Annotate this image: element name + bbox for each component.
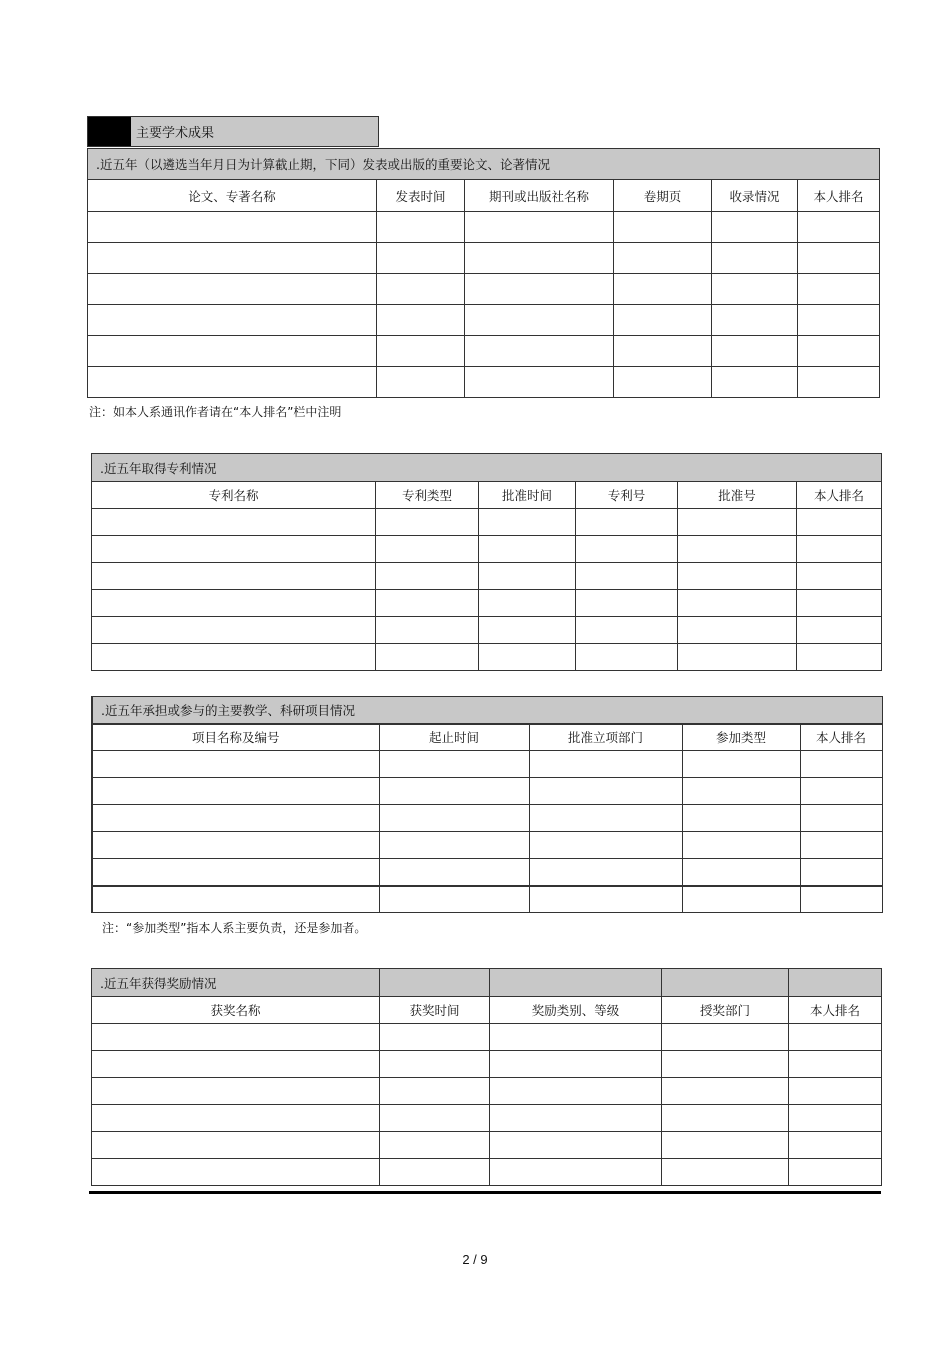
table-cell[interactable] xyxy=(92,590,376,617)
page-number: 2 / 9 xyxy=(462,1252,488,1267)
table-cell[interactable] xyxy=(490,1078,662,1105)
table-cell[interactable] xyxy=(92,1159,380,1186)
table-cell[interactable] xyxy=(88,212,377,243)
patents-header: 本人排名 xyxy=(797,482,882,509)
section-title: 主要学术成果 xyxy=(136,126,215,141)
table-cell[interactable] xyxy=(377,274,465,305)
papers-header-row xyxy=(88,180,880,212)
table-cell[interactable] xyxy=(678,536,797,563)
patents-header: 批准号 xyxy=(678,482,797,509)
table-cell[interactable] xyxy=(797,509,882,536)
table-row xyxy=(92,859,882,886)
table-cell[interactable] xyxy=(712,212,798,243)
table-row xyxy=(88,274,880,305)
table-cell[interactable] xyxy=(712,305,798,336)
table-row xyxy=(92,1159,882,1186)
table-cell[interactable] xyxy=(377,212,465,243)
table-cell[interactable] xyxy=(682,778,800,805)
table-cell[interactable] xyxy=(379,886,529,913)
table-cell[interactable] xyxy=(376,617,479,644)
table-cell[interactable] xyxy=(92,778,379,805)
awards-title: .近五年获得奖励情况 xyxy=(92,969,380,997)
table-cell[interactable] xyxy=(614,274,712,305)
table-cell[interactable] xyxy=(92,805,379,832)
patents-header: 批准时间 xyxy=(479,482,576,509)
patents-header: 专利名称 xyxy=(92,482,376,509)
table-cell[interactable] xyxy=(88,367,377,398)
table-cell[interactable] xyxy=(576,590,678,617)
table-cell[interactable] xyxy=(92,563,376,590)
table-cell[interactable] xyxy=(379,832,529,859)
table-cell[interactable] xyxy=(380,1132,490,1159)
table-cell[interactable] xyxy=(379,859,529,886)
table-cell[interactable] xyxy=(662,1051,789,1078)
section-header xyxy=(87,116,379,147)
table-cell[interactable] xyxy=(376,509,479,536)
table-cell[interactable] xyxy=(529,886,682,913)
table-cell[interactable] xyxy=(614,243,712,274)
table-cell[interactable] xyxy=(798,367,880,398)
table-row xyxy=(88,243,880,274)
table-cell[interactable] xyxy=(800,778,882,805)
projects-note: 注：“参加类型”指本人系主要负责，还是参加者。 xyxy=(102,921,367,935)
table-cell[interactable] xyxy=(92,886,379,913)
table-row xyxy=(92,832,882,859)
table-cell[interactable] xyxy=(614,367,712,398)
papers-title: .近五年（以遴选当年月日为计算截止期，下同）发表或出版的重要论文、论著情况 xyxy=(88,149,880,180)
table-cell[interactable] xyxy=(798,274,880,305)
projects-header: 本人排名 xyxy=(800,724,882,751)
table-cell[interactable] xyxy=(490,1132,662,1159)
table-cell[interactable] xyxy=(798,243,880,274)
table-cell[interactable] xyxy=(800,805,882,832)
table-row xyxy=(92,1078,882,1105)
table-row xyxy=(92,805,882,832)
table-cell[interactable] xyxy=(576,536,678,563)
table-cell[interactable] xyxy=(797,644,882,671)
table-cell[interactable] xyxy=(789,1132,882,1159)
projects-table xyxy=(91,696,883,913)
table-cell[interactable] xyxy=(576,644,678,671)
table-cell[interactable] xyxy=(479,509,576,536)
papers-header: 卷期页 xyxy=(614,180,712,212)
table-cell[interactable] xyxy=(789,1159,882,1186)
projects-header: 批准立项部门 xyxy=(529,724,682,751)
table-row xyxy=(92,751,882,778)
table-cell[interactable] xyxy=(614,305,712,336)
table-cell[interactable] xyxy=(376,644,479,671)
papers-header: 论文、专著名称 xyxy=(88,180,377,212)
table-cell[interactable] xyxy=(380,1024,490,1051)
table-cell[interactable] xyxy=(380,1159,490,1186)
projects-header: 参加类型 xyxy=(682,724,800,751)
awards-body xyxy=(92,1024,882,1186)
papers-note: 注：如本人系通讯作者请在“本人排名”栏中注明 xyxy=(89,405,342,419)
table-cell[interactable] xyxy=(576,617,678,644)
table-cell[interactable] xyxy=(682,859,800,886)
table-cell[interactable] xyxy=(92,1105,380,1132)
table-row xyxy=(92,1051,882,1078)
table-cell[interactable] xyxy=(490,1051,662,1078)
papers-header: 本人排名 xyxy=(798,180,880,212)
table-cell[interactable] xyxy=(682,832,800,859)
table-row xyxy=(92,1105,882,1132)
table-cell[interactable] xyxy=(798,336,880,367)
table-row xyxy=(92,617,882,644)
awards-header: 获奖时间 xyxy=(380,997,490,1024)
table-cell[interactable] xyxy=(92,644,376,671)
table-cell[interactable] xyxy=(797,617,882,644)
table-cell[interactable] xyxy=(614,212,712,243)
table-cell[interactable] xyxy=(379,778,529,805)
table-cell[interactable] xyxy=(529,778,682,805)
papers-table xyxy=(87,148,880,398)
table-cell[interactable] xyxy=(88,274,377,305)
table-cell[interactable] xyxy=(662,1159,789,1186)
bottom-rule xyxy=(89,1191,881,1194)
table-cell[interactable] xyxy=(92,536,376,563)
patents-body xyxy=(92,509,882,671)
table-cell[interactable] xyxy=(789,1078,882,1105)
awards-title-cell xyxy=(490,969,662,997)
table-row xyxy=(92,590,882,617)
table-cell[interactable] xyxy=(662,1105,789,1132)
table-cell[interactable] xyxy=(479,644,576,671)
table-cell[interactable] xyxy=(678,617,797,644)
papers-header: 发表时间 xyxy=(377,180,465,212)
awards-title-cell xyxy=(789,969,882,997)
table-cell[interactable] xyxy=(678,644,797,671)
table-cell[interactable] xyxy=(789,1024,882,1051)
table-cell[interactable] xyxy=(798,305,880,336)
table-cell[interactable] xyxy=(798,212,880,243)
table-cell[interactable] xyxy=(800,751,882,778)
awards-table xyxy=(91,968,882,1186)
table-cell[interactable] xyxy=(379,805,529,832)
table-cell[interactable] xyxy=(376,590,479,617)
projects-body xyxy=(92,751,882,913)
patents-header: 专利类型 xyxy=(376,482,479,509)
papers-header: 期刊或出版社名称 xyxy=(465,180,614,212)
patents-header: 专利号 xyxy=(576,482,678,509)
table-cell[interactable] xyxy=(92,832,379,859)
table-cell[interactable] xyxy=(789,1051,882,1078)
table-cell[interactable] xyxy=(797,563,882,590)
table-cell[interactable] xyxy=(92,617,376,644)
table-cell[interactable] xyxy=(576,563,678,590)
projects-header-row xyxy=(92,724,882,751)
patents-title: .近五年取得专利情况 xyxy=(92,454,882,482)
awards-header-row xyxy=(92,997,882,1024)
table-row xyxy=(92,1132,882,1159)
table-cell[interactable] xyxy=(490,1024,662,1051)
table-row xyxy=(92,778,882,805)
table-cell[interactable] xyxy=(380,1051,490,1078)
table-row xyxy=(92,644,882,671)
table-cell[interactable] xyxy=(614,336,712,367)
table-cell[interactable] xyxy=(479,536,576,563)
table-cell[interactable] xyxy=(682,805,800,832)
awards-header: 授奖部门 xyxy=(662,997,789,1024)
awards-header: 获奖名称 xyxy=(92,997,380,1024)
awards-header: 本人排名 xyxy=(789,997,882,1024)
table-cell[interactable] xyxy=(576,509,678,536)
table-cell[interactable] xyxy=(465,367,614,398)
table-row xyxy=(92,886,882,913)
table-cell[interactable] xyxy=(379,751,529,778)
table-cell[interactable] xyxy=(376,563,479,590)
awards-title-cell xyxy=(380,969,490,997)
table-cell[interactable] xyxy=(92,1078,380,1105)
table-row xyxy=(92,536,882,563)
table-row xyxy=(92,563,882,590)
table-cell[interactable] xyxy=(377,305,465,336)
table-cell[interactable] xyxy=(789,1105,882,1132)
table-cell[interactable] xyxy=(377,243,465,274)
projects-header: 起止时间 xyxy=(379,724,529,751)
table-cell[interactable] xyxy=(380,1078,490,1105)
patents-header-row xyxy=(92,482,882,509)
table-row xyxy=(92,509,882,536)
table-cell[interactable] xyxy=(712,274,798,305)
table-cell[interactable] xyxy=(529,805,682,832)
table-cell[interactable] xyxy=(88,305,377,336)
table-cell[interactable] xyxy=(465,212,614,243)
table-row xyxy=(88,367,880,398)
table-cell[interactable] xyxy=(529,832,682,859)
table-cell[interactable] xyxy=(92,1051,380,1078)
table-cell[interactable] xyxy=(465,243,614,274)
table-cell[interactable] xyxy=(797,536,882,563)
table-cell[interactable] xyxy=(678,590,797,617)
table-cell[interactable] xyxy=(490,1105,662,1132)
table-cell[interactable] xyxy=(88,336,377,367)
awards-header: 奖励类别、等级 xyxy=(490,997,662,1024)
table-cell[interactable] xyxy=(92,751,379,778)
table-cell[interactable] xyxy=(712,367,798,398)
patents-table xyxy=(91,453,882,671)
table-row xyxy=(88,305,880,336)
table-cell[interactable] xyxy=(380,1105,490,1132)
table-cell[interactable] xyxy=(92,859,379,886)
table-cell[interactable] xyxy=(712,243,798,274)
table-cell[interactable] xyxy=(682,886,800,913)
table-cell[interactable] xyxy=(377,367,465,398)
table-cell[interactable] xyxy=(678,509,797,536)
table-cell[interactable] xyxy=(800,832,882,859)
table-cell[interactable] xyxy=(377,336,465,367)
table-cell[interactable] xyxy=(479,590,576,617)
table-cell[interactable] xyxy=(465,274,614,305)
table-cell[interactable] xyxy=(800,859,882,886)
table-cell[interactable] xyxy=(479,563,576,590)
table-cell[interactable] xyxy=(662,1132,789,1159)
table-cell[interactable] xyxy=(92,1132,380,1159)
table-cell[interactable] xyxy=(490,1159,662,1186)
table-row xyxy=(88,212,880,243)
table-cell[interactable] xyxy=(88,243,377,274)
papers-header: 收录情况 xyxy=(712,180,798,212)
projects-header: 项目名称及编号 xyxy=(92,724,379,751)
table-cell[interactable] xyxy=(678,563,797,590)
table-row xyxy=(88,336,880,367)
papers-body xyxy=(88,212,880,398)
table-cell[interactable] xyxy=(479,617,576,644)
table-cell[interactable] xyxy=(662,1024,789,1051)
table-cell[interactable] xyxy=(662,1078,789,1105)
table-cell[interactable] xyxy=(800,886,882,913)
projects-title: .近五年承担或参与的主要教学、科研项目情况 xyxy=(92,697,882,724)
table-row xyxy=(92,1024,882,1051)
table-cell[interactable] xyxy=(712,336,798,367)
table-cell[interactable] xyxy=(529,751,682,778)
table-cell[interactable] xyxy=(376,536,479,563)
table-cell[interactable] xyxy=(797,590,882,617)
table-cell[interactable] xyxy=(529,859,682,886)
table-cell[interactable] xyxy=(92,509,376,536)
header-black-block xyxy=(88,117,131,146)
table-cell[interactable] xyxy=(465,305,614,336)
table-cell[interactable] xyxy=(92,1024,380,1051)
table-cell[interactable] xyxy=(682,751,800,778)
table-cell[interactable] xyxy=(465,336,614,367)
awards-title-cell xyxy=(662,969,789,997)
